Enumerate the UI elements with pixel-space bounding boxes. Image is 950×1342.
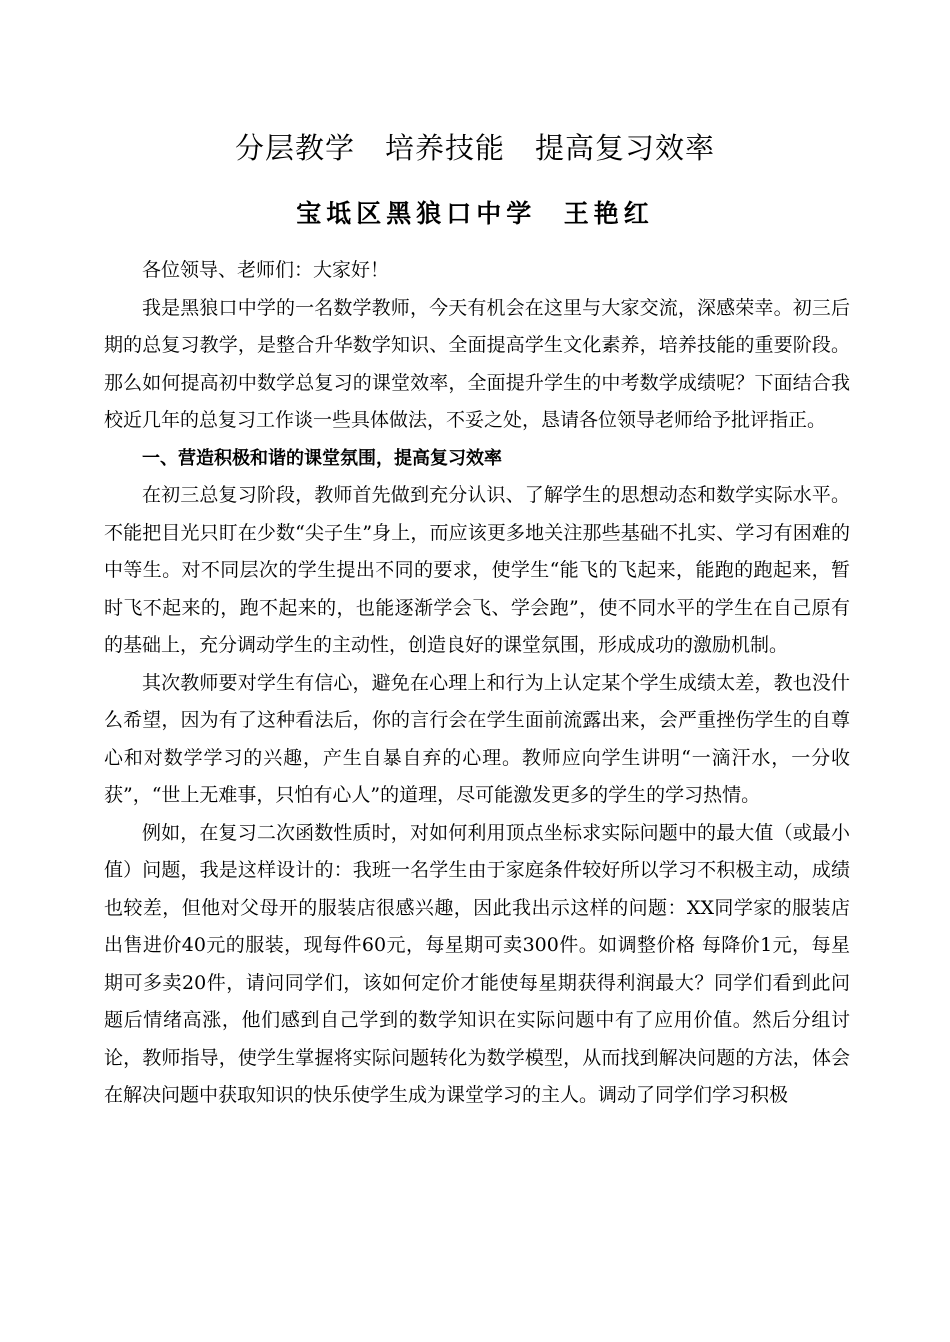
section-heading: 一、营造积极和谐的课堂氛围，提高复习效率 [142,447,502,469]
body-paragraph: 其次教师要对学生有信心，避免在心理上和行为上认定某个学生成绩太差，教也没什么希望，因为有了这种看法后，你的言行会在学生面前流露出来，会严重挫伤学生的自尊心和对数学学习的兴趣，产生自暴自弃的心理。教师应向学生讲明“一滴汗水，一分收获”，“世上无难事，只怕有心人”的道理，尽可能激发更多的学生的学习热情。 [104,671,850,806]
document-title: 分层教学 培养技能 提高复习效率 [234,131,715,165]
body-paragraph: 例如，在复习二次函数性质时，对如何利用顶点坐标求实际问题中的最大值（或最小值）问题，我是这样设计的：我班一名学生由于家庭条件较好所以学习不积极主动，成绩也较差，但他对父母开的服装店很感兴趣，因此我出示这样的问题：XX同学家的服装店出售进价40元的服装，现每件60元，每星期可卖300件。如调整价格 每降价1元，每星期可多卖20件，请问同学们，该如何定价才能使每星期获得利润最大？同学们看到此问题后情绪高涨，他们感到自己学到的数学知识在实际问题中有了应用价值。然后分组讨论，教师指导，使学生掌握将实际问题转化为数学模型，从而找到解决问题的方法，体会在解决问题中获取知识的快乐使学生成为课堂学习的主人。调动了同学们学习积极 [104,821,850,1106]
body-paragraph: 在初三总复习阶段，教师首先做到充分认识、了解学生的思想动态和数学实际水平。不能把目光只盯在少数“尖子生”身上，而应该更多地关注那些基础不扎实、学习有困难的中等生。对不同层次的学生提出不同的要求，使学生“能飞的飞起来，能跑的跑起来，暂时飞不起来的，跑不起来的，也能逐渐学会飞、学会跑”，使不同水平的学生在自己原有的基础上，充分调动学生的主动性，创造良好的课堂氛围，形成成功的激励机制。 [104,484,850,656]
author-byline: 宝坻区黑狼口中学 王艳红 [296,199,654,228]
greeting-paragraph: 各位领导、老师们：大家好！ [142,259,390,281]
document-body [104,252,850,1115]
intro-paragraph: 我是黑狼口中学的一名数学教师，今天有机会在这里与大家交流，深感荣幸。初三后期的总复习教学，是整合升华数学知识、全面提高学生文化素养，培养技能的重要阶段。那么如何提高初中数学总复习的课堂效率，全面提升学生的中考数学成绩呢？下面结合我校近几年的总复习工作谈一些具体做法，不妥之处，恳请各位领导老师给予批评指正。 [104,296,850,431]
